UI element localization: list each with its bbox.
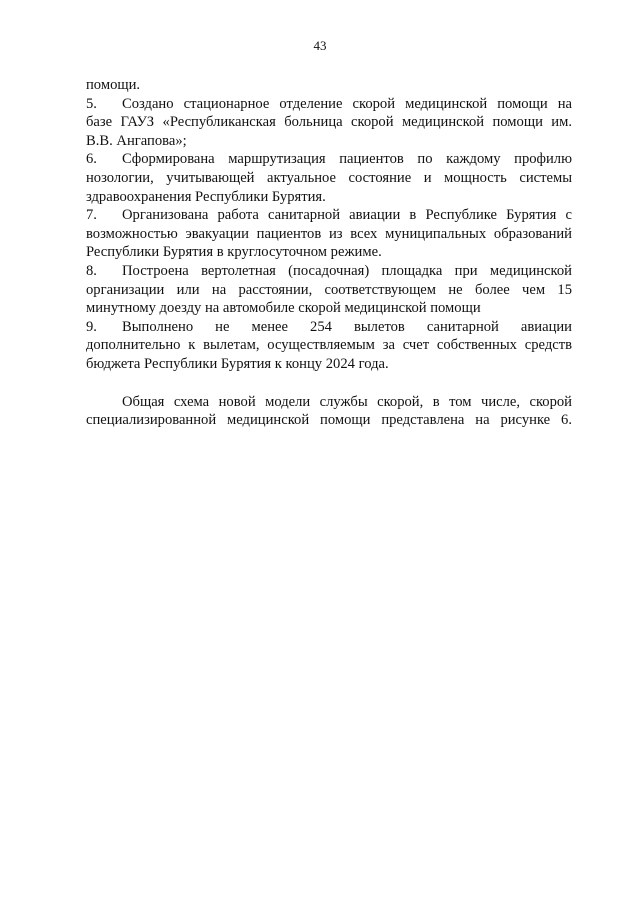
list-item-7-line-2	[86, 225, 572, 244]
list-item-8-line-2	[86, 281, 572, 300]
line-text: Создано стационарное отделение скорой медицинской помощи на	[122, 95, 572, 112]
line-text: помощи.	[86, 77, 141, 93]
summary-line-2	[86, 411, 572, 430]
list-item-5-line-3	[86, 132, 572, 151]
document-body	[86, 76, 572, 430]
line-text: Республики Бурятия в круглосуточном режиме.	[86, 244, 382, 261]
line-text: возможностью эвакуации пациентов из всех муниципальных образований	[86, 225, 572, 242]
list-number: 6.	[86, 151, 97, 168]
summary-line-1	[86, 393, 572, 412]
line-text: базе ГАУЗ «Республиканская больница скорой медицинской помощи им.	[86, 114, 572, 131]
paragraph-gap	[86, 374, 572, 393]
list-number: 9.	[86, 318, 97, 335]
list-number: 8.	[86, 262, 97, 279]
list-item-8-line-1	[86, 262, 572, 281]
line-text: минутному доезду на автомобиле скорой медицинской помощи	[86, 300, 481, 317]
summary-text: Общая схема новой модели службы скорой, в том числе, скорой	[122, 393, 572, 410]
list-item-9-line-1	[86, 318, 572, 337]
line-text: нозологии, учитывающей актуальное состояние и мощность системы	[86, 169, 572, 186]
line-text: Сформирована маршрутизация пациентов по каждому профилю	[122, 151, 572, 168]
line-text: Построена вертолетная (посадочная) площадка при медицинской	[122, 262, 572, 279]
line-text: организации или на расстоянии, соответствующем не более чем 15	[86, 281, 572, 298]
list-item-8-line-3	[86, 299, 572, 318]
line-text: Организована работа санитарной авиации в Республике Бурятия с	[122, 207, 572, 224]
text-line	[86, 76, 572, 95]
list-item-7-line-1	[86, 206, 572, 225]
list-item-6-line-1	[86, 150, 572, 169]
list-item-6-line-3	[86, 188, 572, 207]
page-number: 43	[313, 38, 327, 53]
line-text: дополнительно к вылетам, осуществляемым за счет собственных средств	[86, 337, 572, 354]
list-number: 5.	[86, 95, 97, 112]
list-number: 7.	[86, 207, 97, 224]
list-item-9-line-2	[86, 336, 572, 355]
line-text: В.В. Ангапова»;	[86, 132, 187, 149]
line-text: Выполнено не менее 254 вылетов санитарной авиации	[122, 318, 572, 335]
list-item-6-line-2	[86, 169, 572, 188]
line-text: здравоохранения Республики Бурятия.	[86, 188, 326, 205]
list-item-7-line-3	[86, 243, 572, 262]
list-item-9-line-3	[86, 355, 572, 374]
summary-text: специализированной медицинской помощи представлена на рисунке 6.	[86, 412, 572, 429]
list-item-5-line-2	[86, 113, 572, 132]
list-item-5-line-1	[86, 95, 572, 114]
line-text: бюджета Республики Бурятия к концу 2024 года.	[86, 355, 389, 372]
